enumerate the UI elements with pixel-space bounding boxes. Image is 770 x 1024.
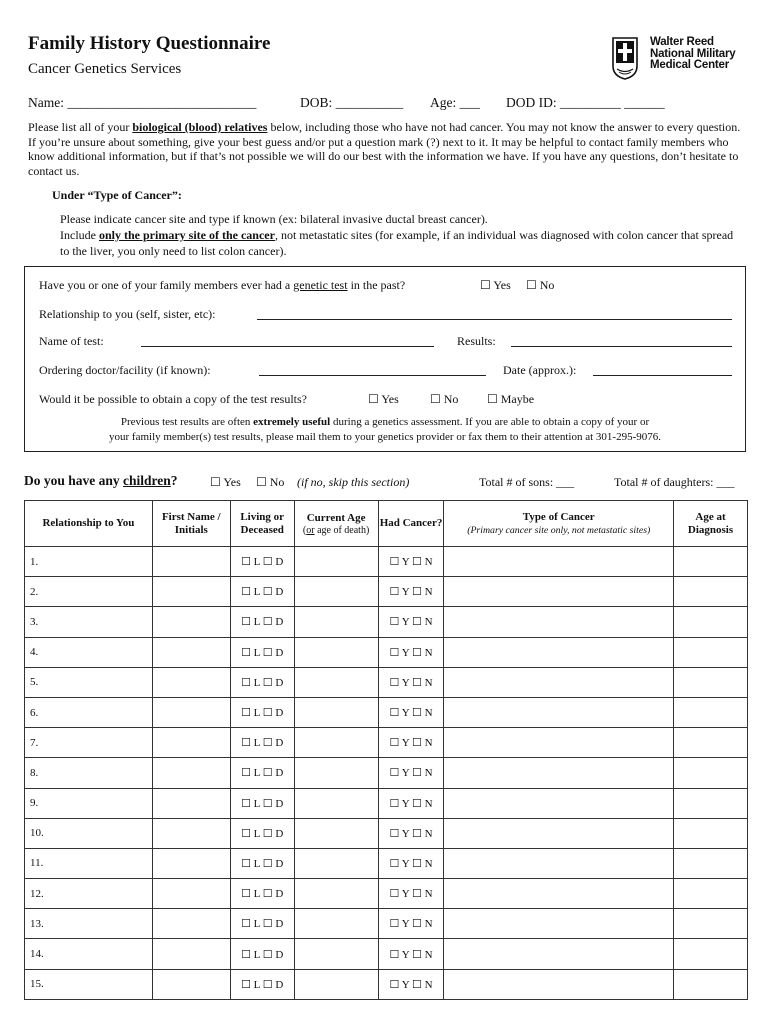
col-age-sub-or: or bbox=[306, 524, 315, 536]
row-number: 15. bbox=[30, 978, 44, 991]
relationship-cell[interactable] bbox=[25, 969, 153, 999]
living-deceased-checkboxes[interactable]: ☐ L ☐ D bbox=[230, 667, 294, 697]
type-of-cancer-heading: Under “Type of Cancer”: bbox=[52, 188, 182, 202]
relationship-cell[interactable] bbox=[25, 909, 153, 939]
type-of-cancer-cell[interactable] bbox=[444, 577, 674, 607]
first-name-cell[interactable] bbox=[152, 577, 230, 607]
children-question-before: Do you have any bbox=[24, 473, 124, 488]
table-row bbox=[25, 939, 748, 969]
logo-line-2: National Military bbox=[650, 47, 736, 60]
relationship-cell[interactable] bbox=[25, 607, 153, 637]
col-relationship: Relationship to You bbox=[25, 501, 153, 547]
children-skip-note: (if no, skip this section) bbox=[297, 475, 410, 489]
genetic-test-yes-checkbox[interactable]: ☐ Yes bbox=[480, 278, 511, 292]
living-deceased-checkboxes[interactable]: ☐ L ☐ D bbox=[230, 969, 294, 999]
current-age-cell[interactable] bbox=[294, 758, 378, 788]
relationship-cell[interactable] bbox=[25, 788, 153, 818]
type-of-cancer-cell[interactable] bbox=[444, 637, 674, 667]
children-yes-checkbox[interactable]: ☐ Yes bbox=[210, 475, 241, 489]
relationship-label: Relationship to you (self, sister, etc): bbox=[39, 307, 216, 321]
living-deceased-checkboxes[interactable]: ☐ L ☐ D bbox=[230, 818, 294, 848]
copy-maybe-checkbox[interactable]: ☐ Maybe bbox=[487, 392, 535, 406]
type-of-cancer-cell[interactable] bbox=[444, 547, 674, 577]
col-living-deceased: Living or Deceased bbox=[230, 501, 294, 547]
relationship-input-line[interactable] bbox=[257, 319, 732, 320]
table-row bbox=[25, 848, 748, 878]
had-cancer-checkboxes[interactable]: ☐ Y ☐ N bbox=[378, 939, 444, 969]
date-input-line[interactable] bbox=[593, 375, 732, 376]
col-had-cancer: Had Cancer? bbox=[378, 501, 444, 547]
living-deceased-checkboxes[interactable]: ☐ L ☐ D bbox=[230, 939, 294, 969]
total-daughters-field[interactable]: Total # of daughters: ___ bbox=[614, 475, 735, 489]
first-name-cell[interactable] bbox=[152, 547, 230, 577]
note-before: Previous test results are often bbox=[120, 416, 254, 428]
type-of-cancer-cell[interactable] bbox=[444, 667, 674, 697]
gt-question-after: in the past? bbox=[347, 278, 406, 292]
children-question bbox=[24, 473, 178, 489]
row-number: 13. bbox=[30, 917, 44, 930]
gt-question-link: genetic test bbox=[293, 278, 348, 292]
intro-before: Please list all of your bbox=[28, 120, 133, 134]
ordering-doctor-input-line[interactable] bbox=[259, 375, 486, 376]
children-table bbox=[24, 500, 748, 1000]
first-name-cell[interactable] bbox=[152, 848, 230, 878]
first-name-cell[interactable] bbox=[152, 939, 230, 969]
type-line2-bold: only the primary site of the cancer bbox=[98, 228, 275, 242]
row-number: 7. bbox=[30, 736, 39, 749]
table-row bbox=[25, 879, 748, 909]
type-of-cancer-cell[interactable] bbox=[444, 607, 674, 637]
col-type-sub: (Primary cancer site only, not metastatic sites) bbox=[467, 524, 651, 536]
age-field[interactable]: Age: ___ bbox=[430, 95, 480, 110]
age-at-diagnosis-cell[interactable] bbox=[674, 547, 748, 577]
had-cancer-checkboxes[interactable]: ☐ Y ☐ N bbox=[378, 879, 444, 909]
first-name-cell[interactable] bbox=[152, 697, 230, 727]
current-age-cell[interactable] bbox=[294, 728, 378, 758]
relationship-cell[interactable] bbox=[25, 879, 153, 909]
table-row bbox=[25, 577, 748, 607]
current-age-cell[interactable] bbox=[294, 879, 378, 909]
first-name-cell[interactable] bbox=[152, 637, 230, 667]
row-number: 2. bbox=[30, 585, 39, 598]
col-first-name: First Name / Initials bbox=[152, 501, 230, 547]
age-at-diagnosis-cell[interactable] bbox=[674, 909, 748, 939]
current-age-cell[interactable] bbox=[294, 547, 378, 577]
living-deceased-checkboxes[interactable]: ☐ L ☐ D bbox=[230, 758, 294, 788]
first-name-cell[interactable] bbox=[152, 909, 230, 939]
had-cancer-checkboxes[interactable]: ☐ Y ☐ N bbox=[378, 969, 444, 999]
relationship-cell[interactable] bbox=[25, 848, 153, 878]
copy-no-checkbox[interactable]: ☐ No bbox=[430, 392, 459, 406]
first-name-cell[interactable] bbox=[152, 667, 230, 697]
results-input-line[interactable] bbox=[511, 346, 732, 347]
first-name-cell[interactable] bbox=[152, 879, 230, 909]
results-label: Results: bbox=[457, 334, 496, 348]
gt-question-before: Have you or one of your family members ever had a bbox=[39, 278, 294, 292]
had-cancer-checkboxes[interactable]: ☐ Y ☐ N bbox=[378, 667, 444, 697]
had-cancer-checkboxes[interactable]: ☐ Y ☐ N bbox=[378, 728, 444, 758]
living-deceased-checkboxes[interactable]: ☐ L ☐ D bbox=[230, 547, 294, 577]
had-cancer-checkboxes[interactable]: ☐ Y ☐ N bbox=[378, 697, 444, 727]
age-at-diagnosis-cell[interactable] bbox=[674, 607, 748, 637]
age-at-diagnosis-cell[interactable] bbox=[674, 818, 748, 848]
dob-field[interactable]: DOB: __________ bbox=[300, 95, 404, 110]
row-number: 5. bbox=[30, 676, 39, 689]
had-cancer-checkboxes[interactable]: ☐ Y ☐ N bbox=[378, 848, 444, 878]
children-no-checkbox[interactable]: ☐ No bbox=[256, 475, 285, 489]
current-age-cell[interactable] bbox=[294, 577, 378, 607]
row-number: 11. bbox=[30, 857, 44, 870]
walter-reed-logo bbox=[612, 36, 752, 84]
first-name-cell[interactable] bbox=[152, 758, 230, 788]
type-of-cancer-cell[interactable] bbox=[444, 728, 674, 758]
table-row bbox=[25, 969, 748, 999]
table-row bbox=[25, 728, 748, 758]
row-number: 8. bbox=[30, 766, 39, 779]
had-cancer-checkboxes[interactable]: ☐ Y ☐ N bbox=[378, 758, 444, 788]
age-at-diagnosis-cell[interactable] bbox=[674, 788, 748, 818]
current-age-cell[interactable] bbox=[294, 697, 378, 727]
test-results-note bbox=[25, 415, 745, 445]
first-name-cell[interactable] bbox=[152, 788, 230, 818]
type-of-cancer-instructions bbox=[60, 211, 740, 259]
age-at-diagnosis-cell[interactable] bbox=[674, 577, 748, 607]
row-number: 4. bbox=[30, 646, 39, 659]
children-question-link: children bbox=[123, 473, 171, 488]
ordering-doctor-label: Ordering doctor/facility (if known): bbox=[39, 363, 211, 377]
table-header-row bbox=[25, 501, 748, 547]
first-name-cell[interactable] bbox=[152, 728, 230, 758]
col-type-label: Type of Cancer bbox=[522, 510, 595, 523]
name-field[interactable]: Name: ____________________________ bbox=[28, 95, 257, 110]
children-question-after: ? bbox=[170, 473, 178, 488]
type-of-cancer-cell[interactable] bbox=[444, 758, 674, 788]
row-number: 9. bbox=[30, 797, 39, 810]
living-deceased-checkboxes[interactable]: ☐ L ☐ D bbox=[230, 697, 294, 727]
age-at-diagnosis-cell[interactable] bbox=[674, 848, 748, 878]
table-row bbox=[25, 758, 748, 788]
test-name-label: Name of test: bbox=[39, 334, 104, 348]
living-deceased-checkboxes[interactable]: ☐ L ☐ D bbox=[230, 848, 294, 878]
first-name-cell[interactable] bbox=[152, 607, 230, 637]
copy-results-question: Would it be possible to obtain a copy of the test results? bbox=[39, 392, 307, 406]
type-of-cancer-cell[interactable] bbox=[444, 848, 674, 878]
genetic-test-question bbox=[39, 278, 405, 293]
current-age-cell[interactable] bbox=[294, 818, 378, 848]
row-number: 14. bbox=[30, 948, 44, 961]
had-cancer-checkboxes[interactable]: ☐ Y ☐ N bbox=[378, 547, 444, 577]
type-of-cancer-cell[interactable] bbox=[444, 788, 674, 818]
dod-id-field[interactable]: DOD ID: _________ ______ bbox=[506, 95, 665, 110]
test-name-input-line[interactable] bbox=[141, 346, 434, 347]
shield-cross-icon bbox=[612, 36, 638, 80]
row-number: 12. bbox=[30, 887, 44, 900]
col-age-sub-rest: age of death) bbox=[314, 524, 370, 536]
table-row bbox=[25, 818, 748, 848]
first-name-cell[interactable] bbox=[152, 969, 230, 999]
had-cancer-checkboxes[interactable]: ☐ Y ☐ N bbox=[378, 607, 444, 637]
living-deceased-checkboxes[interactable]: ☐ L ☐ D bbox=[230, 728, 294, 758]
page-subtitle: Cancer Genetics Services bbox=[28, 61, 182, 77]
age-at-diagnosis-cell[interactable] bbox=[674, 758, 748, 788]
age-at-diagnosis-cell[interactable] bbox=[674, 697, 748, 727]
age-at-diagnosis-cell[interactable] bbox=[674, 728, 748, 758]
first-name-cell[interactable] bbox=[152, 818, 230, 848]
row-number: 6. bbox=[30, 706, 39, 719]
table-row bbox=[25, 788, 748, 818]
age-at-diagnosis-cell[interactable] bbox=[674, 969, 748, 999]
note-after: during a genetics assessment. If you are able to obtain a copy of your or bbox=[330, 416, 650, 428]
intro-after: below, including those who have not had cancer. You may not know the answer to every question. If you’re unsure about something, give your best guess and/or put a question mark (?) next to it. It may be helpful to contact family members who know additional information, but if that’s not possible we will do our best with the information we have. If you have any questions, don’t hesitate to contact us. bbox=[28, 120, 741, 178]
had-cancer-checkboxes[interactable]: ☐ Y ☐ N bbox=[378, 788, 444, 818]
current-age-cell[interactable] bbox=[294, 788, 378, 818]
relationship-cell[interactable] bbox=[25, 758, 153, 788]
date-label: Date (approx.): bbox=[503, 363, 577, 377]
age-at-diagnosis-cell[interactable] bbox=[674, 939, 748, 969]
current-age-cell[interactable] bbox=[294, 939, 378, 969]
table-row bbox=[25, 637, 748, 667]
relationship-cell[interactable] bbox=[25, 939, 153, 969]
living-deceased-checkboxes[interactable]: ☐ L ☐ D bbox=[230, 879, 294, 909]
had-cancer-checkboxes[interactable]: ☐ Y ☐ N bbox=[378, 909, 444, 939]
col-current-age bbox=[294, 501, 378, 547]
current-age-cell[interactable] bbox=[294, 667, 378, 697]
total-sons-field[interactable]: Total # of sons: ___ bbox=[479, 475, 575, 489]
intro-bold: biological (blood) relatives bbox=[132, 120, 268, 134]
copy-yes-checkbox[interactable]: ☐ Yes bbox=[368, 392, 399, 406]
living-deceased-checkboxes[interactable]: ☐ L ☐ D bbox=[230, 788, 294, 818]
type-line2-after: , not metastatic sites (for example, if an individual was diagnosed with colon cancer that spread to the liver, you only need to list colon cancer). bbox=[60, 228, 734, 258]
col-type-of-cancer bbox=[444, 501, 674, 547]
relationship-cell[interactable] bbox=[25, 547, 153, 577]
had-cancer-checkboxes[interactable]: ☐ Y ☐ N bbox=[378, 818, 444, 848]
genetic-test-box bbox=[24, 266, 746, 452]
table-row bbox=[25, 697, 748, 727]
col-age-at-diagnosis: Age at Diagnosis bbox=[674, 501, 748, 547]
page-title: Family History Questionnaire bbox=[28, 33, 271, 54]
relationship-cell[interactable] bbox=[25, 818, 153, 848]
row-number: 3. bbox=[30, 615, 39, 628]
table-row bbox=[25, 667, 748, 697]
relationship-cell[interactable] bbox=[25, 697, 153, 727]
row-number: 1. bbox=[30, 555, 39, 568]
living-deceased-checkboxes[interactable]: ☐ L ☐ D bbox=[230, 607, 294, 637]
current-age-cell[interactable] bbox=[294, 969, 378, 999]
type-of-cancer-cell[interactable] bbox=[444, 818, 674, 848]
col-current-age-sub: (or age of death) bbox=[302, 524, 370, 536]
type-of-cancer-line-1: Please indicate cancer site and type if known (ex: bilateral invasive ductal breast cancer). bbox=[60, 212, 488, 226]
type-of-cancer-cell[interactable] bbox=[444, 939, 674, 969]
table-row bbox=[25, 607, 748, 637]
had-cancer-checkboxes[interactable]: ☐ Y ☐ N bbox=[378, 577, 444, 607]
living-deceased-checkboxes[interactable]: ☐ L ☐ D bbox=[230, 577, 294, 607]
table-row bbox=[25, 909, 748, 939]
age-at-diagnosis-cell[interactable] bbox=[674, 637, 748, 667]
current-age-cell[interactable] bbox=[294, 848, 378, 878]
genetic-test-no-checkbox[interactable]: ☐ No bbox=[526, 278, 555, 292]
logo-line-1: Walter Reed bbox=[650, 36, 714, 48]
relationship-cell[interactable] bbox=[25, 577, 153, 607]
note-bold: extremely useful bbox=[253, 416, 331, 428]
age-at-diagnosis-cell[interactable] bbox=[674, 667, 748, 697]
current-age-cell[interactable] bbox=[294, 637, 378, 667]
type-of-cancer-cell[interactable] bbox=[444, 879, 674, 909]
type-of-cancer-cell[interactable] bbox=[444, 697, 674, 727]
type-of-cancer-cell[interactable] bbox=[444, 909, 674, 939]
current-age-cell[interactable] bbox=[294, 607, 378, 637]
relationship-cell[interactable] bbox=[25, 667, 153, 697]
age-at-diagnosis-cell[interactable] bbox=[674, 879, 748, 909]
instructions-paragraph bbox=[28, 120, 744, 178]
type-line2-before: Include bbox=[60, 228, 99, 242]
relationship-cell[interactable] bbox=[25, 728, 153, 758]
living-deceased-checkboxes[interactable]: ☐ L ☐ D bbox=[230, 909, 294, 939]
current-age-cell[interactable] bbox=[294, 909, 378, 939]
type-of-cancer-cell[interactable] bbox=[444, 969, 674, 999]
logo-line-3: Medical Center bbox=[650, 59, 730, 71]
table-row bbox=[25, 547, 748, 577]
relationship-cell[interactable] bbox=[25, 637, 153, 667]
had-cancer-checkboxes[interactable]: ☐ Y ☐ N bbox=[378, 637, 444, 667]
row-number: 10. bbox=[30, 827, 44, 840]
note-line-2: your family member(s) test results, please mail them to your genetics provider or fax them to their attention at 301-295-9076. bbox=[109, 431, 661, 443]
living-deceased-checkboxes[interactable]: ☐ L ☐ D bbox=[230, 637, 294, 667]
col-current-age-label: Current Age bbox=[306, 511, 366, 524]
